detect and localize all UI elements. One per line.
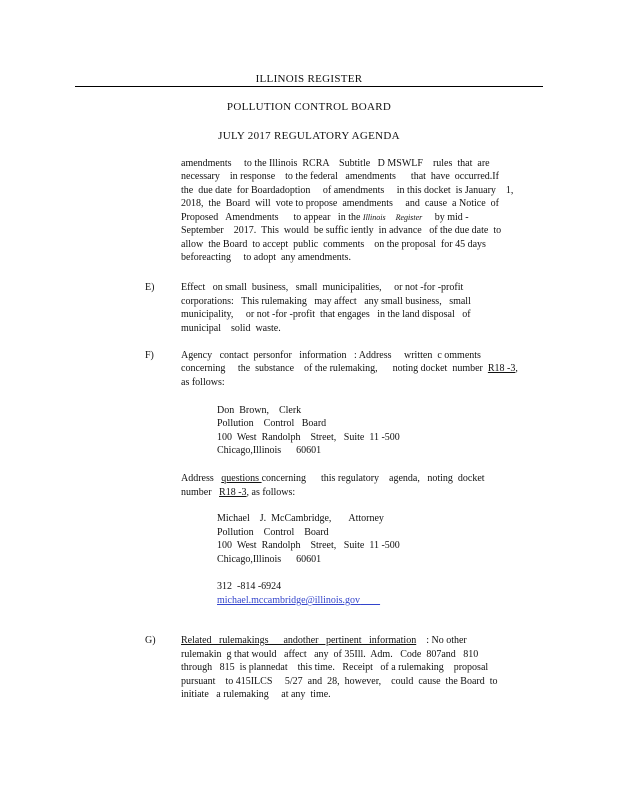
item-marker: E) [145, 282, 155, 293]
organization: Pollution Control Board [217, 418, 327, 429]
text-line: municipality, or not -for -profit that engages in the land disposal of [181, 309, 471, 320]
text-segment: , [515, 363, 518, 374]
text-line: through 815 is plannedat this time. Receipt of a rulemaking proposal [181, 662, 489, 673]
text-line: Effect on small business, small municipalities, or not -for -profit [181, 282, 464, 293]
text-line [181, 211, 469, 225]
email-link-text[interactable]: michael.mccambridge@illinois.gov [217, 595, 361, 606]
text-segment: : No other [416, 635, 467, 646]
docket-number: R18 -3 [219, 487, 247, 498]
text-line: amendments to the Illinois RCRA Subtitle D MSWLF rules that are [181, 158, 490, 169]
text-line: corporations: This rulemaking may affect any small business, small [181, 296, 471, 307]
text-segment: number [181, 487, 220, 498]
text-line [181, 472, 485, 486]
agenda-subtitle: JULY 2017 REGULATORY AGENDA [218, 130, 400, 142]
email-link-underline-tail [360, 595, 380, 606]
text-segment: by mid - [422, 212, 469, 223]
header-divider [75, 86, 543, 87]
phone-number: 312 -814 -6924 [217, 581, 282, 592]
text-line: allow the Board to accept public comments on the proposal for 45 days [181, 239, 486, 250]
text-line: 2018, the Board will vote to propose amendments and cause a Notice of [181, 198, 499, 209]
text-line: municipal solid waste. [181, 323, 281, 334]
item-marker: F) [145, 350, 154, 361]
text-line: rulemakin g that would affect any of 35Ill. Adm. Code 807and 810 [181, 649, 479, 660]
text-line: initiate a rulemaking at any time. [181, 689, 331, 700]
item-marker: G) [145, 635, 156, 646]
organization: Pollution Control Board [217, 527, 329, 538]
email-link[interactable] [217, 594, 380, 608]
street-address: 100 West Randolph Street, Suite 11 -500 [217, 432, 400, 443]
text-line: beforeacting to adopt any amendments. [181, 252, 351, 263]
city-zip: Chicago,Illinois 60601 [217, 554, 322, 565]
text-line: as follows: [181, 377, 225, 388]
register-title: ILLINOIS REGISTER [255, 73, 363, 85]
text-segment: Address [181, 473, 222, 484]
text-segment: Proposed Amendments to appear in the [181, 212, 363, 223]
text-line: Agency contact personfor information : Address written c omments [181, 350, 481, 361]
text-line [181, 634, 467, 648]
text-line: necessary in response to the federal amendments that have occurred.If [181, 171, 499, 182]
contact-name: Don Brown, Clerk [217, 405, 302, 416]
city-zip: Chicago,Illinois 60601 [217, 445, 322, 456]
street-address: 100 West Randolph Street, Suite 11 -500 [217, 540, 400, 551]
publication-name: Illinois Register [362, 213, 423, 222]
agency-name: POLLUTION CONTROL BOARD [226, 101, 392, 113]
related-rulemakings-heading: Related rulemakings andother pertinent information [181, 635, 417, 646]
text-line: pursuant to 415ILCS 5/27 and 28, however, could cause the Board to [181, 676, 498, 687]
questions-text: questions [221, 473, 262, 484]
docket-number: R18 -3 [487, 363, 516, 374]
text-segment: , as follows: [246, 487, 296, 498]
text-segment: concerning the substance of the rulemaking, noting docket number [181, 363, 488, 374]
text-line: September 2017. This would be suffic iently in advance of the due date to [181, 225, 502, 236]
text-line [181, 362, 518, 376]
contact-name: Michael J. McCambridge, Attorney [217, 513, 384, 524]
text-segment: concerning this regulatory agenda, noting docket [261, 473, 485, 484]
text-line: the due date for Boardadoption of amendments in this docket is January 1, [181, 185, 514, 196]
text-line [181, 486, 295, 500]
